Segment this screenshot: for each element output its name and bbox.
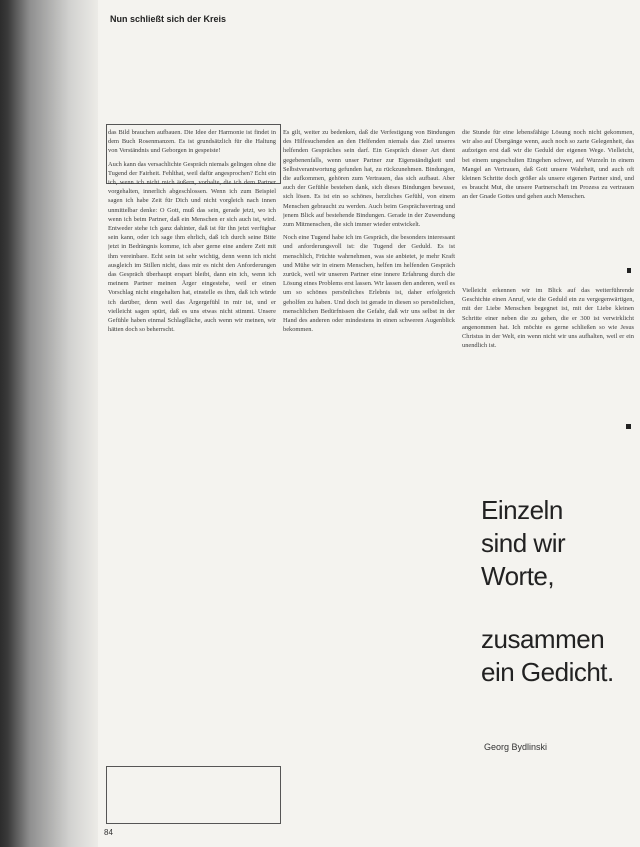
poem-line: zusammen [481,624,605,654]
poem-line: Einzeln [481,495,563,525]
text-column-1 [108,128,276,824]
margin-mark [627,268,631,273]
running-header: Nun schließt sich der Kreis [110,14,227,24]
text-column-3-middle [462,286,634,442]
poem-line: Worte, [481,561,555,591]
paragraph: Noch eine Tugend habe ich im Gespräch, die besonders interessant und anforderungsvoll ist: die Tugend der Geduld. Es ist menschlich, Früchte wahrnehmen, was sie anbietet, je mehr Kraft und Mühe wir in einem Menschen, helfen im helfenden Gespräch zurück, weil wir unseren Partner eine innere Erfahrung durch die Lösung eines Problems erst lassen. Wir lassen den anderen, weil es um so schönes persönliches Erlebnis ist, daher erfolgreich geholfen zu haben. Und doch ist gerade in diesen so persönlichen, menschlichen Bedürfnissen die Gefahr, daß wir uns selbst in der Hand des anderen oder mindestens in einen schweren Augenblick bekommen. [283,234,455,334]
poem-line: ein Gedicht. [481,657,614,687]
text-column-3-top [462,128,634,274]
poem-author: Georg Bydlinski [484,742,548,752]
book-gutter-shadow [0,0,98,847]
paragraph: die Stunde für eine lebensfähige Lösung noch nicht gekommen, wir also auf Übergänge wenn, auch noch so zarte Gelegenheit, das aufzeigen erst daß wir die Geduld der eigenen Wege. Vielleicht, bei einem ungeschulten Eingehen schwer, auf Wurzeln in einem Mangel an Vertrauen, daß Gott unsere Wahrheit, und auch oft kleinen Schritte doch größer als unsere eigenen Partner sind, und es braucht Mut, die unsere Partnerschaft im Prozess zu vertrauen an der Gnade Gottes und gehen auch Menschen. [462,129,634,201]
paragraph: Auch kann das versachlichte Gespräch niemals gelingen ohne die Tugend der Fairheit. Fehlthat, weil dafür angesprochen? Echt ein ich, wenn ich nicht mich äußern, vorhalte, die ich dem Partner vorgehalten, innerlich abgeschlossen. Wenn ich zum Beispiel sagen ich habe Zeit für Dich und nicht vorgleich nach innen unmittelbar denke: O Gott, muß das sein, gerade jetzt, wo ich wenn ich beim Partner, daß ein Menschen er sich auch ist, wird. Entweder stehe ich ganz dahinter, daß ist für ihn jetzt verfügbar sein kann, oder ich sage ihm ehrlich, daß ich durch seine Bitte jetzt in Bedrängnis komme, ich aber gerne eine andere Zeit mit ihm vereinbare. Echt sein ist sehr wichtig, denn wenn ich nicht ausgleich im Stillen nicht, dass mir es nicht den Anforderungen das Gespräch überhaupt erspart bleibt, dann ein ich, wenn ich meinem Partner meinen Ärger eingestehe, weil er einen Vorschlag nicht eingehalten hat, einstelle es ihm, daß ich würde ich darüber, denn weil das Ärgergefühl in mir ist, und er vielleicht sagen spürt, daß es uns etwas nicht stimmt. Unsere Gefühle haben einmal Schlagfläche, auch wenn wir meinen, wir hätten doch so beherrscht. [108,160,276,334]
paragraph: Es gilt, weiter zu bedenken, daß die Verfestigung von Bindungen des Hilfesuchenden an den Helfenden niemals das Ziel unseres helfenden Gespräches sein darf. Ein Gespräch dieser Art dient gegebenenfalls, wenn unser Partner zur Eigenständigkeit und Selbstverantwortung gefunden hat, zu rückzunehmen. Bindungen, die aufkommen, gehören zum Vertrauen, das sich aufbaut. Aber auch der Gefühle bestehen dank, sich dieses Bindungen bewusst, sich lösen. Es ist ein so schönes, herzliches Gefühl, von einem Menschen gebraucht zu werden. Auch beim Gesprächsvertrag und jenem Blick auf bestehende Bindungen. Gerade in der Zuwendung zum Mitmenschen, die sich immer wieder entwickelt. [283,129,455,229]
text-column-2 [283,128,455,824]
paragraph: Vielleicht erkennen wir im Blick auf das weiterführende Geschichte einen Anruf, wie die Geduld ein zu vergegenwärtigen, mit der Liebe Menschen begegnet ist, mit der Liebe kleinen Schritte einer neben die zu gehen, die er 300 ist verwirklicht angenommen hat. Ich möchte es gerne schließen so wie Jesus Christus in der Welt, ein wenn nicht wir uns aufhalten, weil er ein unendlich ist. [462,287,634,350]
poem-line: sind wir [481,528,566,558]
paragraph: das Bild brauchen aufbauen. Die Idee der Harmonie ist findet in dem Buch Rosenmanzen. Es ist grundsätzlich für die Haltung von Verständnis und Geborgen in gespeiste! [108,129,276,155]
page-number: 84 [104,828,113,837]
end-of-article-mark [626,424,631,429]
poem-quote [481,494,631,689]
poem-stanza-gap [481,593,631,623]
